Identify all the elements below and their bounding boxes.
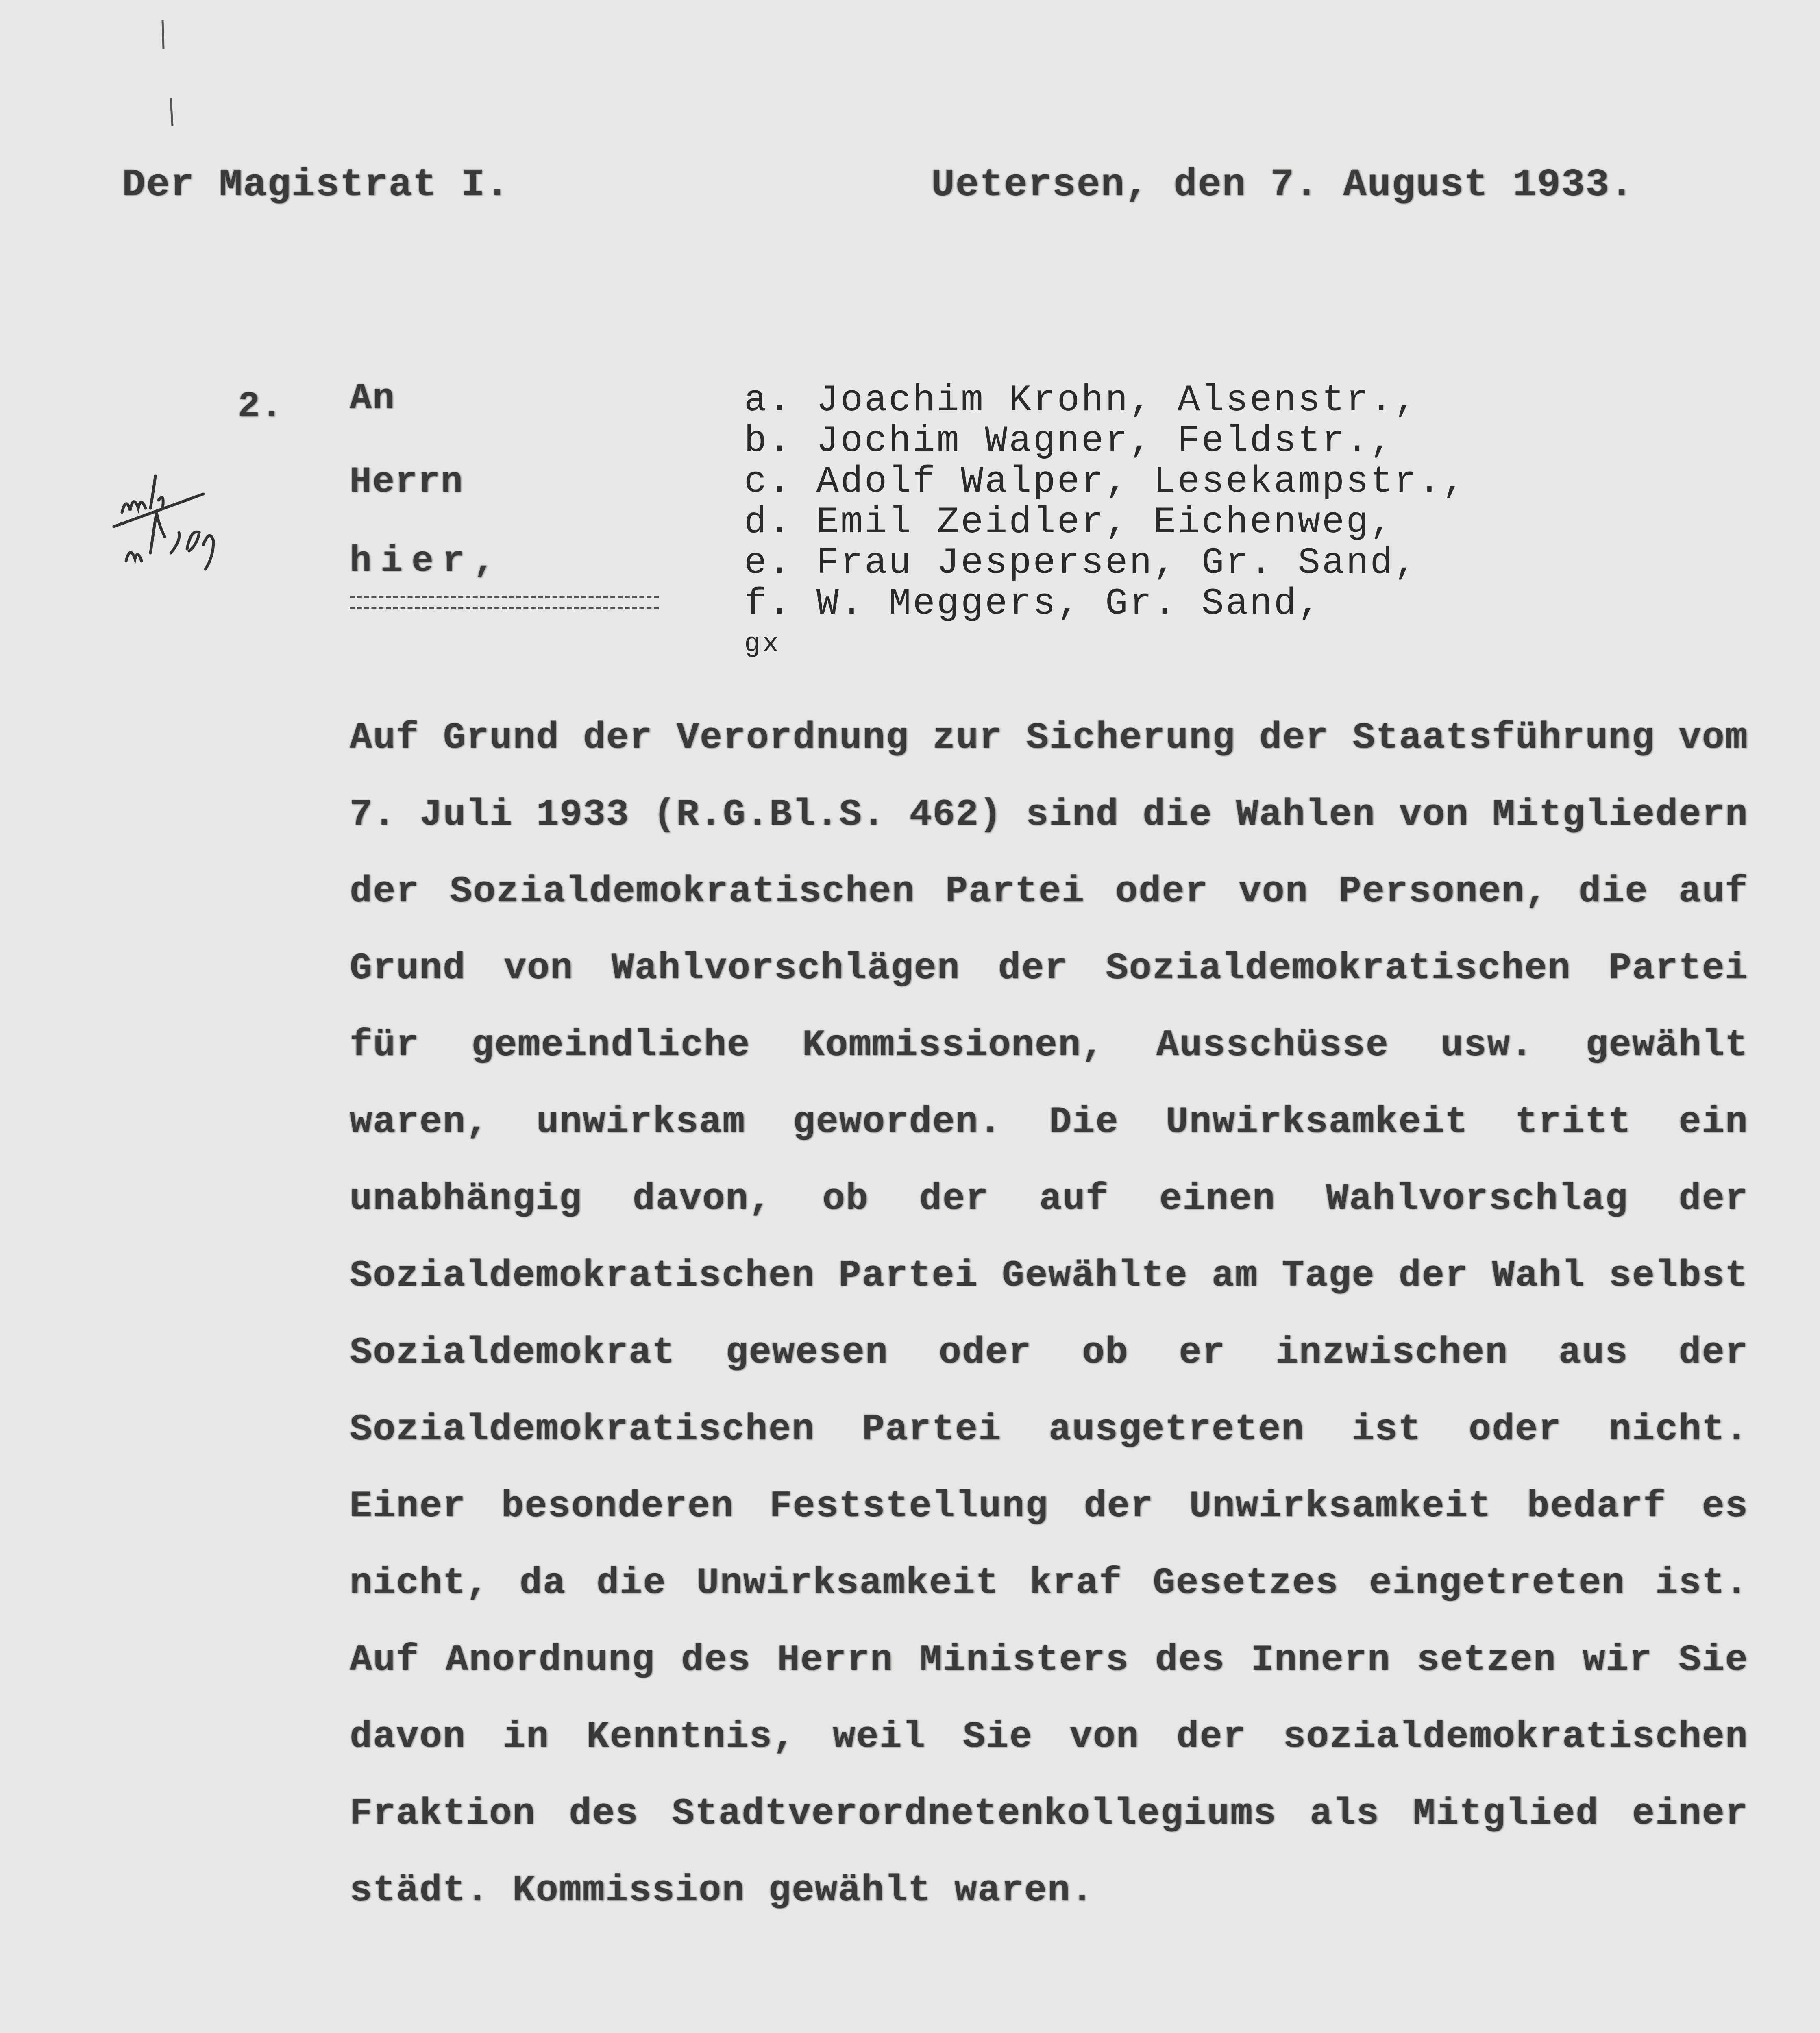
item-number: 2.: [238, 386, 284, 428]
margin-note-handwriting: [110, 455, 281, 586]
header-place-date: Uetersen, den 7. August 1933.: [931, 163, 1634, 207]
address-hier: hier,: [350, 541, 505, 582]
address-an: An: [350, 378, 396, 420]
recipient-a: a. Joachim Krohn, Alsenstr.,: [744, 379, 1418, 422]
top-tick-marks: [155, 16, 187, 130]
body-text: [350, 699, 1748, 1929]
recipient-d: d. Emil Zeidler, Eichenweg,: [744, 501, 1394, 544]
address-herrn: Herrn: [350, 461, 464, 503]
recipient-e: e. Frau Jespersen, Gr. Sand,: [744, 542, 1418, 584]
recipient-g: gx: [744, 629, 781, 660]
body-paragraph: Auf Grund der Verordnung zur Sicherung der Staatsführung vom 7. Juli 1933 (R.G.Bl.S. 462) sind die Wahlen von Mitgliedern der Sozialdemokratischen Partei oder von Personen, die auf Grund von Wahlvorschlägen der Sozialdemokratischen Partei für gemeindliche Kommissionen, Ausschüsse usw. gewählt waren, unwirksam geworden. Die Unwirksamkeit tritt ein unabhängig davon, ob der auf einen Wahlvorschlag der Sozialdemokratischen Partei Gewählte am Tage der Wahl selbst Sozialdemokrat gewesen oder ob er inzwischen aus der Sozialdemokratischen Partei ausgetreten ist oder nicht. Einer besonderen Feststellung der Unwirksamkeit bedarf es nicht, da die Unwirksamkeit kraf Gesetzes eingetreten ist. Auf Anordnung des Herrn Ministers des Innern setzen wir Sie davon in Kenntnis, weil Sie von der sozialdemokratischen Fraktion des Stadtverordnetenkollegiums als Mitglied einer städt. Kommission gewählt waren.: [350, 716, 1748, 1912]
header-office: Der Magistrat I.: [122, 163, 510, 207]
recipient-f: f. W. Meggers, Gr. Sand,: [744, 582, 1322, 625]
recipient-c: c. Adolf Walper, Lesekampstr.,: [744, 460, 1467, 503]
recipient-b: b. Jochim Wagner, Feldstr.,: [744, 420, 1394, 462]
recipients-list: [744, 380, 1466, 665]
hier-underline: [350, 596, 659, 609]
